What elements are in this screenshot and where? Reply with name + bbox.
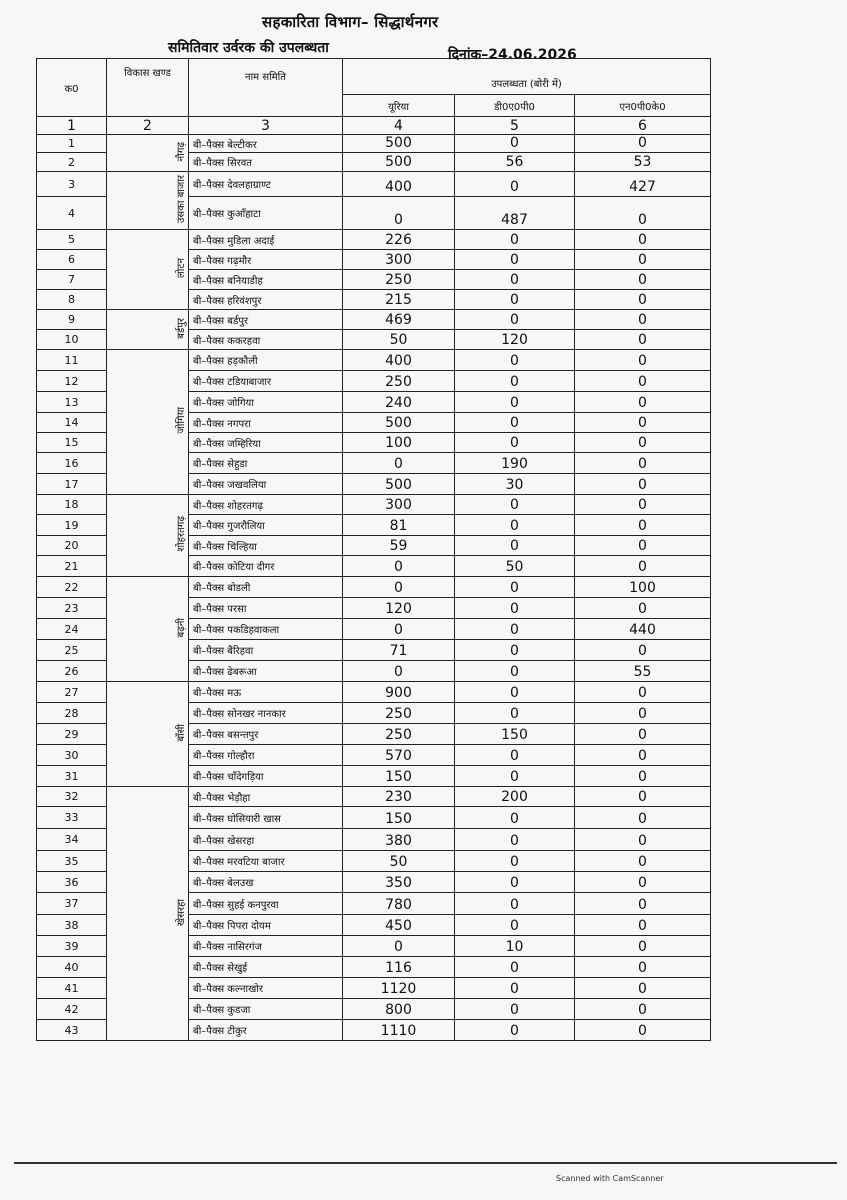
society-name: बी–पैक्स जोगिया — [189, 392, 343, 413]
urea-value: 469 — [343, 310, 455, 330]
table-row — [37, 172, 711, 197]
npk-value: 0 — [575, 915, 711, 936]
serial-number: 9 — [37, 310, 107, 330]
urea-value: 250 — [343, 371, 455, 392]
dap-value: 0 — [455, 392, 575, 413]
npk-value: 0 — [575, 495, 711, 515]
society-name: बी–पैक्स बनियाडीह — [189, 270, 343, 290]
urea-value: 215 — [343, 290, 455, 310]
urea-value: 116 — [343, 957, 455, 978]
scanner-watermark: Scanned with CamScanner — [556, 1174, 664, 1183]
urea-value: 0 — [343, 556, 455, 577]
urea-value: 150 — [343, 766, 455, 787]
serial-number: 26 — [37, 661, 107, 682]
society-name: बी–पैक्स जखवलिया — [189, 474, 343, 495]
dap-value: 0 — [455, 703, 575, 724]
block-name-cell — [107, 577, 189, 682]
report-date: दिनांक–24.06.2026 — [448, 47, 577, 63]
npk-value: 0 — [575, 978, 711, 999]
column-number-row — [37, 117, 711, 135]
society-name: बी–पैक्स बर्डपुर — [189, 310, 343, 330]
dap-value: 487 — [455, 197, 575, 230]
block-name-cell — [107, 350, 189, 495]
npk-value: 55 — [575, 661, 711, 682]
header-urea: यूरिया — [343, 95, 455, 117]
society-name: बी–पैक्स चिल्हिया — [189, 536, 343, 556]
society-name: बी–पैक्स गोल्हौरा — [189, 745, 343, 766]
dap-value: 0 — [455, 872, 575, 893]
serial-number: 18 — [37, 495, 107, 515]
serial-number: 40 — [37, 957, 107, 978]
urea-value: 240 — [343, 392, 455, 413]
urea-value: 500 — [343, 413, 455, 433]
serial-number: 15 — [37, 433, 107, 453]
urea-value: 500 — [343, 474, 455, 495]
serial-number: 35 — [37, 851, 107, 872]
dap-value: 30 — [455, 474, 575, 495]
serial-number: 2 — [37, 153, 107, 172]
npk-value: 0 — [575, 787, 711, 807]
dap-value: 0 — [455, 270, 575, 290]
serial-number: 43 — [37, 1020, 107, 1041]
serial-number: 7 — [37, 270, 107, 290]
serial-number: 11 — [37, 350, 107, 371]
society-name: बी–पैक्स देवलहाग्राण्ट — [189, 172, 343, 197]
dap-value: 0 — [455, 433, 575, 453]
npk-value: 0 — [575, 310, 711, 330]
block-name: शोहरतगढ़ — [176, 516, 187, 552]
serial-number: 20 — [37, 536, 107, 556]
serial-number: 4 — [37, 197, 107, 230]
urea-value: 0 — [343, 577, 455, 598]
society-name: बी–पैक्स शोहरतगढ़ — [189, 495, 343, 515]
urea-value: 226 — [343, 230, 455, 250]
header-sn: क0 — [37, 59, 107, 117]
urea-value: 250 — [343, 703, 455, 724]
society-name: बी–पैक्स मरवटिया बाजार — [189, 851, 343, 872]
block-name: नौगढ़ — [176, 141, 187, 162]
npk-value: 0 — [575, 371, 711, 392]
npk-value: 100 — [575, 577, 711, 598]
dap-value: 0 — [455, 999, 575, 1020]
table-row — [37, 682, 711, 703]
dap-value: 0 — [455, 536, 575, 556]
header-npk: एन0पी0के0 — [575, 95, 711, 117]
serial-number: 13 — [37, 392, 107, 413]
npk-value: 0 — [575, 515, 711, 536]
npk-value: 440 — [575, 619, 711, 640]
society-name: बी–पैक्स बेलउख — [189, 872, 343, 893]
society-name: बी–पैक्स नगपरा — [189, 413, 343, 433]
dap-value: 0 — [455, 682, 575, 703]
serial-number: 23 — [37, 598, 107, 619]
urea-value: 120 — [343, 598, 455, 619]
dap-value: 0 — [455, 915, 575, 936]
society-name: बी–पैक्स बैरिहवा — [189, 640, 343, 661]
dap-value: 0 — [455, 135, 575, 153]
npk-value: 0 — [575, 957, 711, 978]
block-name: बढ़नी — [176, 617, 187, 638]
serial-number: 42 — [37, 999, 107, 1020]
column-number: 4 — [343, 117, 455, 135]
dap-value: 0 — [455, 577, 575, 598]
fertilizer-availability-table — [36, 58, 711, 1041]
column-number: 2 — [107, 117, 189, 135]
urea-value: 150 — [343, 807, 455, 829]
npk-value: 0 — [575, 230, 711, 250]
npk-value: 0 — [575, 766, 711, 787]
serial-number: 38 — [37, 915, 107, 936]
npk-value: 427 — [575, 172, 711, 197]
table-row — [37, 135, 711, 153]
society-name: बी–पैक्स पकडिहवाकला — [189, 619, 343, 640]
urea-value: 0 — [343, 661, 455, 682]
urea-value: 0 — [343, 619, 455, 640]
society-name: बी–पैक्स गढ़मौर — [189, 250, 343, 270]
urea-value: 780 — [343, 893, 455, 915]
dap-value: 0 — [455, 290, 575, 310]
column-number: 6 — [575, 117, 711, 135]
society-name: बी–पैक्स कुडजा — [189, 999, 343, 1020]
table-body — [37, 135, 711, 1041]
serial-number: 30 — [37, 745, 107, 766]
dap-value: 150 — [455, 724, 575, 745]
npk-value: 0 — [575, 851, 711, 872]
header-block: विकास खण्ड — [107, 59, 189, 117]
society-name: बी–पैक्स सुहई कनपुरवा — [189, 893, 343, 915]
dap-value: 0 — [455, 957, 575, 978]
society-name: बी–पैक्स नासिरगंज — [189, 936, 343, 957]
table-row — [37, 495, 711, 515]
npk-value: 0 — [575, 640, 711, 661]
urea-value: 1110 — [343, 1020, 455, 1041]
column-number: 5 — [455, 117, 575, 135]
society-name: बी–पैक्स ढेबरूआ — [189, 661, 343, 682]
serial-number: 39 — [37, 936, 107, 957]
society-name: बी–पैक्स भेड़ौहा — [189, 787, 343, 807]
urea-value: 500 — [343, 153, 455, 172]
urea-value: 230 — [343, 787, 455, 807]
column-number: 3 — [189, 117, 343, 135]
dap-value: 200 — [455, 787, 575, 807]
society-name: बी–पैक्स कोटिया दीगर — [189, 556, 343, 577]
dap-value: 0 — [455, 766, 575, 787]
npk-value: 0 — [575, 433, 711, 453]
serial-number: 25 — [37, 640, 107, 661]
society-name: बी–पैक्स घोसियारी खास — [189, 807, 343, 829]
society-name: बी–पैक्स मुडिला अदाई — [189, 230, 343, 250]
serial-number: 16 — [37, 453, 107, 474]
dap-value: 56 — [455, 153, 575, 172]
serial-number: 12 — [37, 371, 107, 392]
npk-value: 0 — [575, 453, 711, 474]
npk-value: 0 — [575, 724, 711, 745]
urea-value: 380 — [343, 829, 455, 851]
dap-value: 0 — [455, 893, 575, 915]
serial-number: 34 — [37, 829, 107, 851]
serial-number: 3 — [37, 172, 107, 197]
block-name-cell — [107, 310, 189, 350]
table-row — [37, 787, 711, 807]
npk-value: 0 — [575, 936, 711, 957]
serial-number: 8 — [37, 290, 107, 310]
society-name: बी–पैक्स गुजरौलिया — [189, 515, 343, 536]
serial-number: 27 — [37, 682, 107, 703]
society-name: बी–पैक्स हड़कौली — [189, 350, 343, 371]
npk-value: 0 — [575, 807, 711, 829]
society-name: बी–पैक्स सेहुडा — [189, 453, 343, 474]
npk-value: 0 — [575, 270, 711, 290]
npk-value: 0 — [575, 829, 711, 851]
dap-value: 0 — [455, 310, 575, 330]
serial-number: 29 — [37, 724, 107, 745]
dap-value: 190 — [455, 453, 575, 474]
serial-number: 31 — [37, 766, 107, 787]
society-name: बी–पैक्स कल्नाखोर — [189, 978, 343, 999]
serial-number: 5 — [37, 230, 107, 250]
society-name: बी–पैक्स सोनखर नानकार — [189, 703, 343, 724]
table-row — [37, 230, 711, 250]
npk-value: 0 — [575, 1020, 711, 1041]
npk-value: 0 — [575, 330, 711, 350]
block-name: बाँसी — [176, 723, 187, 742]
dap-value: 120 — [455, 330, 575, 350]
block-name-cell — [107, 230, 189, 310]
society-name: बी–पैक्स सेखुई — [189, 957, 343, 978]
serial-number: 21 — [37, 556, 107, 577]
dap-value: 0 — [455, 978, 575, 999]
society-name: बी–पैक्स हरिवंशपुर — [189, 290, 343, 310]
urea-value: 900 — [343, 682, 455, 703]
block-name-cell — [107, 172, 189, 230]
header-society: नाम समिति — [189, 59, 343, 117]
serial-number: 32 — [37, 787, 107, 807]
serial-number: 33 — [37, 807, 107, 829]
npk-value: 0 — [575, 999, 711, 1020]
block-name: जोगिया — [176, 407, 187, 434]
dap-value: 0 — [455, 371, 575, 392]
serial-number: 41 — [37, 978, 107, 999]
urea-value: 81 — [343, 515, 455, 536]
block-name-cell — [107, 135, 189, 172]
block-name: बर्डपुर — [176, 317, 187, 339]
npk-value: 0 — [575, 474, 711, 495]
urea-value: 71 — [343, 640, 455, 661]
dap-value: 10 — [455, 936, 575, 957]
npk-value: 0 — [575, 745, 711, 766]
serial-number: 36 — [37, 872, 107, 893]
dap-value: 0 — [455, 172, 575, 197]
npk-value: 0 — [575, 893, 711, 915]
header-availability: उपलब्धता (बोरी में) — [343, 59, 711, 95]
page-title: सहकारिता विभाग– सिद्धार्थनगर — [262, 13, 439, 31]
urea-value: 570 — [343, 745, 455, 766]
dap-value: 0 — [455, 1020, 575, 1041]
society-name: बी–पैक्स ककरहवा — [189, 330, 343, 350]
npk-value: 0 — [575, 682, 711, 703]
npk-value: 0 — [575, 536, 711, 556]
urea-value: 350 — [343, 872, 455, 893]
block-name-cell — [107, 495, 189, 577]
column-number: 1 — [37, 117, 107, 135]
dap-value: 50 — [455, 556, 575, 577]
block-name: उसका बाजार — [176, 174, 187, 224]
npk-value: 0 — [575, 250, 711, 270]
dap-value: 0 — [455, 807, 575, 829]
serial-number: 22 — [37, 577, 107, 598]
npk-value: 53 — [575, 153, 711, 172]
urea-value: 500 — [343, 135, 455, 153]
urea-value: 100 — [343, 433, 455, 453]
npk-value: 0 — [575, 392, 711, 413]
society-name: बी–पैक्स जम्हिरिया — [189, 433, 343, 453]
block-name: खेसरहा — [176, 898, 187, 926]
society-name: बी–पैक्स बेल्टीकर — [189, 135, 343, 153]
urea-value: 300 — [343, 495, 455, 515]
society-name: बी–पैक्स परसा — [189, 598, 343, 619]
urea-value: 400 — [343, 172, 455, 197]
urea-value: 250 — [343, 724, 455, 745]
urea-value: 800 — [343, 999, 455, 1020]
page-subtitle: समितिवार उर्वरक की उपलब्धता — [168, 40, 329, 56]
dap-value: 0 — [455, 661, 575, 682]
npk-value: 0 — [575, 350, 711, 371]
npk-value: 0 — [575, 135, 711, 153]
society-name: बी–पैक्स टडियाबाजार — [189, 371, 343, 392]
urea-value: 50 — [343, 330, 455, 350]
urea-value: 50 — [343, 851, 455, 872]
dap-value: 0 — [455, 619, 575, 640]
urea-value: 1120 — [343, 978, 455, 999]
npk-value: 0 — [575, 290, 711, 310]
society-name: बी–पैक्स पिपरा दोयम — [189, 915, 343, 936]
serial-number: 6 — [37, 250, 107, 270]
society-name: बी–पैक्स खेसरहा — [189, 829, 343, 851]
npk-value: 0 — [575, 413, 711, 433]
urea-value: 300 — [343, 250, 455, 270]
dap-value: 0 — [455, 413, 575, 433]
dap-value: 0 — [455, 250, 575, 270]
dap-value: 0 — [455, 745, 575, 766]
dap-value: 0 — [455, 495, 575, 515]
serial-number: 1 — [37, 135, 107, 153]
society-name: बी–पैक्स टीकुर — [189, 1020, 343, 1041]
society-name: बी–पैक्स चाँदेगड़िया — [189, 766, 343, 787]
society-name: बी–पैक्स कुआँहाटा — [189, 197, 343, 230]
table-row — [37, 577, 711, 598]
urea-value: 59 — [343, 536, 455, 556]
society-name: बी–पैक्स बोडली — [189, 577, 343, 598]
npk-value: 0 — [575, 703, 711, 724]
npk-value: 0 — [575, 197, 711, 230]
serial-number: 10 — [37, 330, 107, 350]
dap-value: 0 — [455, 230, 575, 250]
serial-number: 19 — [37, 515, 107, 536]
serial-number: 37 — [37, 893, 107, 915]
block-name-cell — [107, 787, 189, 1041]
serial-number: 28 — [37, 703, 107, 724]
urea-value: 450 — [343, 915, 455, 936]
header-dap: डी0ए0पी0 — [455, 95, 575, 117]
npk-value: 0 — [575, 556, 711, 577]
dap-value: 0 — [455, 350, 575, 371]
dap-value: 0 — [455, 829, 575, 851]
society-name: बी–पैक्स सिरवत — [189, 153, 343, 172]
npk-value: 0 — [575, 598, 711, 619]
society-name: बी–पैक्स मऊ — [189, 682, 343, 703]
dap-value: 0 — [455, 515, 575, 536]
dap-value: 0 — [455, 640, 575, 661]
society-name: बी–पैक्स बसन्तपुर — [189, 724, 343, 745]
block-name-cell — [107, 682, 189, 787]
dap-value: 0 — [455, 851, 575, 872]
block-name: लोटन — [176, 258, 187, 278]
urea-value: 0 — [343, 197, 455, 230]
urea-value: 0 — [343, 936, 455, 957]
footer-divider — [14, 1162, 837, 1164]
serial-number: 24 — [37, 619, 107, 640]
table-row — [37, 310, 711, 330]
table-row — [37, 350, 711, 371]
dap-value: 0 — [455, 598, 575, 619]
serial-number: 17 — [37, 474, 107, 495]
urea-value: 0 — [343, 453, 455, 474]
serial-number: 14 — [37, 413, 107, 433]
urea-value: 400 — [343, 350, 455, 371]
urea-value: 250 — [343, 270, 455, 290]
npk-value: 0 — [575, 872, 711, 893]
